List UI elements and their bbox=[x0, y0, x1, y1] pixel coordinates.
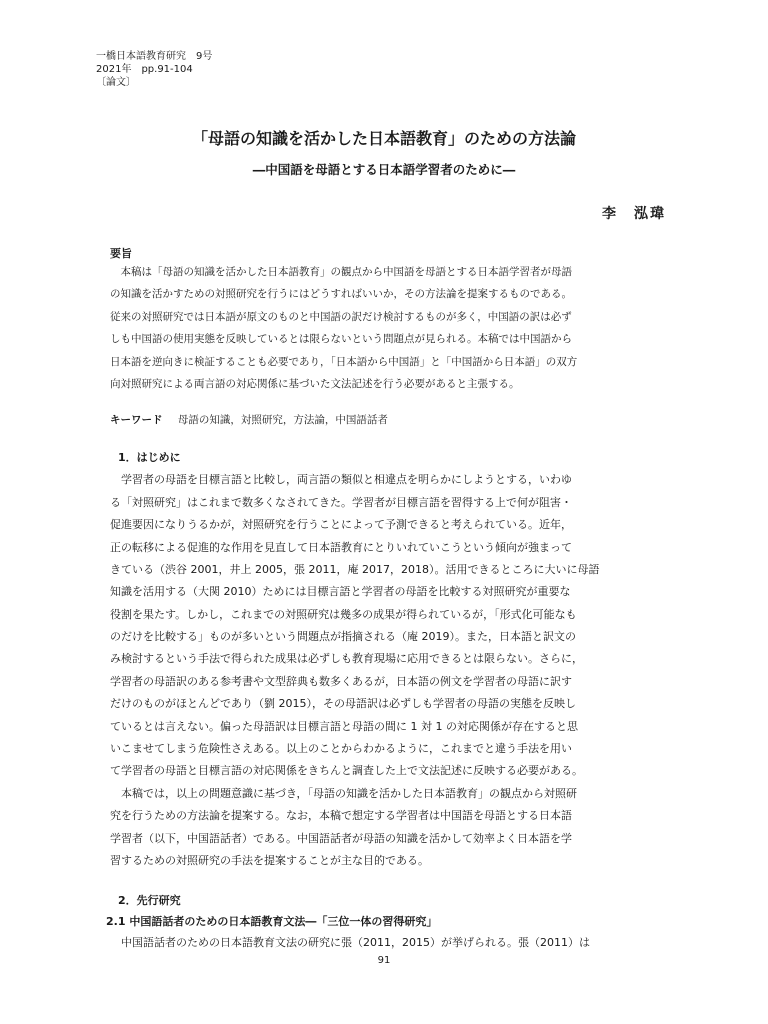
section-1-text bbox=[96, 469, 674, 872]
paragraph-line: て学習者の母語と目標言語の対応関係をきちんと調査した上で文法記述に反映する必要がある。 bbox=[110, 764, 583, 778]
paragraph-line: 究を行うための方法論を提案する。なお，本稿で想定する学習者は中国語を母語とする日本語 bbox=[110, 809, 572, 823]
paragraph-line: 役割を果たす。しかし，これまでの対照研究は幾多の成果が得られているが，「形式化可能なも bbox=[110, 607, 577, 621]
keywords-label: キーワード bbox=[110, 414, 163, 427]
section-2-text bbox=[96, 932, 674, 954]
paper-title: 「母語の知識を活かした日本語教育」のための方法論 bbox=[191, 129, 576, 148]
paragraph-line: 学習者の母語を目標言語と比較し，両言語の類似と相違点を明らかにしようとする，いわゆ bbox=[110, 473, 572, 487]
paragraph-line: いこませてしまう危険性さえある。以上のことからわかるように，これまでと違う手法を用い bbox=[110, 742, 572, 756]
abstract-line: 向対照研究による両言語の対応関係に基づいた文法記述を行う必要があると主張する。 bbox=[110, 377, 520, 390]
paragraph-line: み検討するという手法で得られた成果は必ずしも教育現場に応用できるとは限らない。さらに， bbox=[110, 652, 583, 666]
abstract-line: 従来の対照研究では日本語が原文のものと中国語の訳だけ検討するものが多く，中国語の訳は必ず bbox=[110, 310, 572, 323]
paragraph-line: 知識を活用する（大関 2010）ためには目標言語と学習者の母語を比較する対照研究が重要な bbox=[110, 585, 571, 599]
paragraph-line: 習するための対照研究の手法を提案することが主な目的である。 bbox=[110, 853, 429, 867]
paragraph-line: 促進要因になりうるかが，対照研究を行うことによって予測できると考えられている。近年， bbox=[110, 518, 572, 532]
abstract-text bbox=[96, 261, 674, 395]
section-1-heading: 1．はじめに bbox=[118, 451, 181, 465]
paragraph-line: 学習者（以下，中国語話者）である。中国語話者が母語の知識を活かして効率よく日本語を学 bbox=[110, 831, 572, 845]
abstract-line: の知識を活かすための対照研究を行うにはどうすればいいか，その方法論を提案するものである。 bbox=[110, 288, 572, 301]
abstract-heading: 要旨 bbox=[110, 247, 132, 260]
paragraph-line: きている（渋谷 2001，井上 2005，張 2011，庵 2017，2018）。活用できるところに大いに母語 bbox=[110, 562, 600, 576]
article-category: 〔論文〕 bbox=[96, 77, 136, 88]
paragraph-line: 学習者の母語訳のある参考書や文型辞典も数多くあるが，日本語の例文を学習者の母語に訳す bbox=[110, 674, 572, 688]
paragraph-line: 中国語話者のための日本語教育文法の研究に張（2011，2015）が挙げられる。張（2011）は bbox=[110, 936, 590, 950]
author-name: 李 泓瑋 bbox=[602, 206, 666, 222]
paragraph-line: 正の転移による促進的な作用を見直して日本語教育にとりいれていこうという傾向が強まって bbox=[110, 540, 572, 554]
paper-body bbox=[96, 243, 674, 955]
paragraph-line: る「対照研究」はこれまで数多くなされてきた。学習者が目標言語を習得する上で何が阻害・ bbox=[110, 495, 572, 509]
paper-subtitle: ―中国語を母語とする日本語学習者のために― bbox=[252, 162, 516, 177]
paragraph-line: だけのものがほとんどであり（劉 2015），その母語訳は必ずしも学習者の母語の実態を反映し bbox=[110, 697, 576, 711]
section-2-heading: 2．先行研究 bbox=[118, 894, 181, 908]
keywords-text: 母語の知識，対照研究，方法論，中国語話者 bbox=[177, 414, 388, 427]
keywords bbox=[110, 409, 674, 431]
paragraph-line: のだけを比較する」ものが多いという問題点が指摘される（庵 2019）。また，日本語と訳文の bbox=[110, 630, 576, 644]
abstract-line: しも中国語の使用実態を反映しているとは限らないという問題点が見られる。本稿では中国語から bbox=[110, 333, 572, 346]
paragraph-line: ているとは言えない。偏った母語訳は目標言語と母語の間に 1 対 1 の対応関係が存在すると思 bbox=[110, 719, 578, 733]
journal-header bbox=[96, 50, 212, 89]
page-number: 91 bbox=[377, 955, 391, 966]
journal-year-pages: 2021年 pp.91-104 bbox=[96, 64, 193, 75]
section-2-1-heading: 2.1 中国語話者のための日本語教育文法―「三位一体の習得研究」 bbox=[106, 915, 438, 929]
abstract-line: 本稿は「母語の知識を活かした日本語教育」の観点から中国語を母語とする日本語学習者が母語 bbox=[110, 266, 572, 278]
journal-name: 一橋日本語教育研究 9号 bbox=[96, 51, 213, 62]
abstract-line: 日本語を逆向きに検証することも必要であり，「日本語から中国語」と「中国語から日本語」の双方 bbox=[110, 355, 578, 368]
paragraph-line: 本稿では，以上の問題意識に基づき，「母語の知識を活かした日本語教育」の観点から対照研 bbox=[110, 786, 578, 800]
